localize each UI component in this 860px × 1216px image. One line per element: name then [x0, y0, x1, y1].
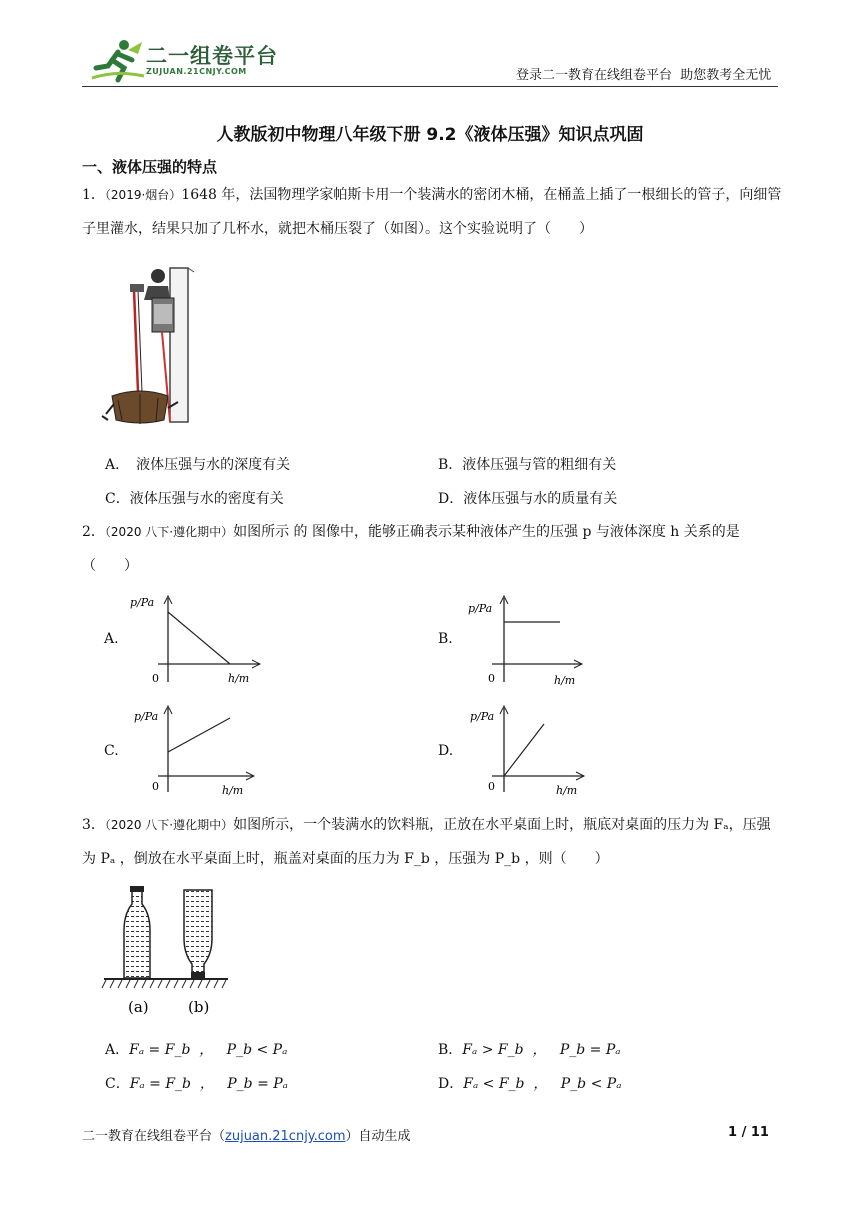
svg-text:p/Pa: p/Pa	[134, 710, 159, 723]
graph-a[interactable]	[124, 590, 264, 694]
header-slogan: 登录二一教育在线组卷平台 助您教考全无忧	[516, 68, 772, 83]
svg-text:h/m: h/m	[222, 784, 244, 797]
graph-a-label[interactable]: A.	[104, 631, 119, 647]
question-number: 1．	[82, 187, 105, 203]
svg-text:p/Pa: p/Pa	[468, 602, 493, 615]
option-a[interactable]: A． 液体压强与水的深度有关	[105, 457, 291, 473]
pascal-barrel-figure	[98, 264, 198, 432]
graph-d-label[interactable]: D.	[438, 743, 454, 759]
question-text: 如图所示，一个装满水的饮料瓶，正放在水平桌面上时，瓶底对桌面的压力为 Fₐ，压强为 Pₐ ，倒放在水平桌面上时，瓶盖对桌面的压力为 F_b ，压强为 P_b ，则（ ）	[82, 817, 771, 867]
graph-b-label[interactable]: B.	[438, 631, 453, 647]
question-source: （2020 八下·遵化期中）	[104, 818, 234, 832]
question-source: （2019·烟台）	[104, 188, 182, 202]
option-c[interactable]: C．Fₐ = F_b ， P_b = Pₐ	[105, 1076, 288, 1092]
svg-text:p/Pa: p/Pa	[130, 596, 155, 609]
question-3	[82, 808, 782, 876]
graph-b[interactable]	[458, 592, 598, 696]
svg-text:(a): (a)	[128, 998, 149, 1016]
svg-text:h/m: h/m	[228, 672, 250, 685]
question-text: 如图所示 的 图像中，能够正确表示某种液体产生的压强 p 与液体深度 h 关系的是（ ）	[82, 524, 740, 574]
svg-text:0: 0	[488, 672, 495, 685]
option-b[interactable]: B．液体压强与管的粗细有关	[438, 457, 617, 473]
question-2	[82, 515, 782, 583]
question-text: 1648 年，法国物理学家帕斯卡用一个装满水的密闭木桶，在桶盖上插了一根细长的管子，向细管子里灌水，结果只加了几杯水，就把木桶压裂了（如图）。这个实验说明了（ ）	[82, 187, 782, 237]
option-d[interactable]: D．Fₐ < F_b ， P_b < Pₐ	[438, 1076, 622, 1092]
option-a[interactable]: A．Fₐ = F_b ， P_b < Pₐ	[105, 1042, 288, 1058]
svg-text:0: 0	[152, 780, 159, 793]
logo-text-en: ZUJUAN.21CNJY.COM	[146, 67, 247, 76]
svg-text:(b): (b)	[188, 998, 210, 1016]
graph-c[interactable]	[124, 702, 264, 806]
runner-logo-icon	[88, 36, 148, 86]
svg-text:h/m: h/m	[556, 784, 578, 797]
svg-text:0: 0	[152, 672, 159, 685]
graph-d[interactable]	[458, 702, 598, 806]
question-number: 3．	[82, 817, 105, 833]
page-title: 人教版初中物理八年级下册 9.2《液体压强》知识点巩固	[216, 125, 644, 145]
question-number: 2．	[82, 524, 105, 540]
section-heading: 一、液体压强的特点	[82, 158, 218, 176]
page-number: 1 / 11	[728, 1125, 769, 1140]
question-1	[82, 178, 782, 246]
svg-text:h/m: h/m	[554, 674, 576, 687]
svg-text:0: 0	[488, 780, 495, 793]
logo-text-cn: 二一组卷平台	[146, 44, 278, 68]
graph-c-label[interactable]: C.	[104, 743, 119, 759]
option-b[interactable]: B．Fₐ > F_b ， P_b = Pₐ	[438, 1042, 621, 1058]
svg-text:p/Pa: p/Pa	[470, 710, 495, 723]
question-source: （2020 八下·遵化期中）	[104, 525, 234, 539]
bottle-figure	[100, 884, 240, 1028]
option-c[interactable]: C．液体压强与水的密度有关	[105, 491, 284, 507]
footer-link[interactable]: zujuan.21cnjy.com	[225, 1129, 346, 1144]
option-d[interactable]: D．液体压强与水的质量有关	[438, 491, 618, 507]
header-divider	[82, 86, 778, 87]
footer-text: 二一教育在线组卷平台（zujuan.21cnjy.com）自动生成	[82, 1129, 411, 1144]
